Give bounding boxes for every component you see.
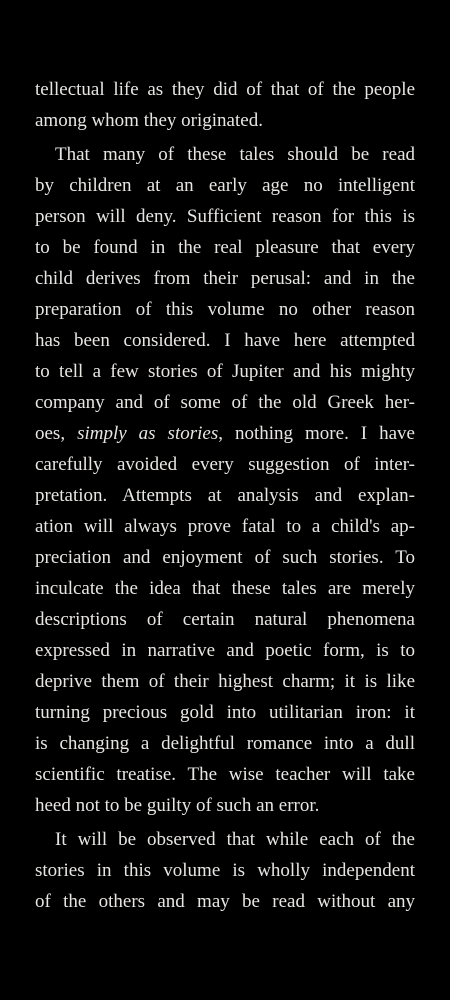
text-line: ation will always prove fatal to a child's ap- (35, 516, 415, 537)
text-line: That many of these tales should be read (55, 144, 415, 165)
text-line: among whom they originated. (35, 110, 263, 131)
text-line: descriptions of certain natural phenomena (35, 609, 415, 630)
text-line: of the others and may be read without any (35, 891, 415, 912)
text-line: stories in this volume is wholly independent (35, 860, 415, 881)
text-line: inculcate the idea that these tales are merely (35, 578, 415, 599)
text-line: to tell a few stories of Jupiter and his mighty (35, 361, 415, 382)
text-fragment: , nothing more. I have (218, 423, 415, 444)
text-line: turning precious gold into utilitarian iron: it (35, 702, 415, 723)
text-fragment: oes, (35, 423, 78, 444)
text-line: preciation and enjoyment of such stories. To (35, 547, 415, 568)
text-line: is changing a delightful romance into a dull (35, 733, 415, 754)
text-body (35, 74, 415, 917)
text-line: deprive them of their highest charm; it is like (35, 671, 415, 692)
text-line: pretation. Attempts at analysis and explan- (35, 485, 415, 506)
text-line: heed not to be guilty of such an error. (35, 795, 320, 816)
paragraph-2 (35, 139, 415, 821)
text-line: carefully avoided every suggestion of inter- (35, 454, 415, 475)
text-line: by children at an early age no intelligent (35, 175, 415, 196)
text-line: preparation of this volume no other reason (35, 299, 415, 320)
paragraph-3 (35, 824, 415, 917)
text-line-with-emphasis (35, 418, 415, 449)
text-line: scientific treatise. The wise teacher will take (35, 764, 415, 785)
text-line: to be found in the real pleasure that every (35, 237, 415, 258)
text-line: tellectual life as they did of that of the people (35, 79, 415, 100)
text-line: It will be observed that while each of the (55, 829, 415, 850)
text-line: child derives from their perusal: and in the (35, 268, 415, 289)
text-line: has been considered. I have here attempted (35, 330, 415, 351)
emphasis-text: simply as stories (77, 423, 219, 444)
text-line: expressed in narrative and poetic form, is to (35, 640, 415, 661)
text-line: company and of some of the old Greek her- (35, 392, 415, 413)
text-line: person will deny. Sufficient reason for this is (35, 206, 415, 227)
paragraph-1 (35, 74, 415, 136)
